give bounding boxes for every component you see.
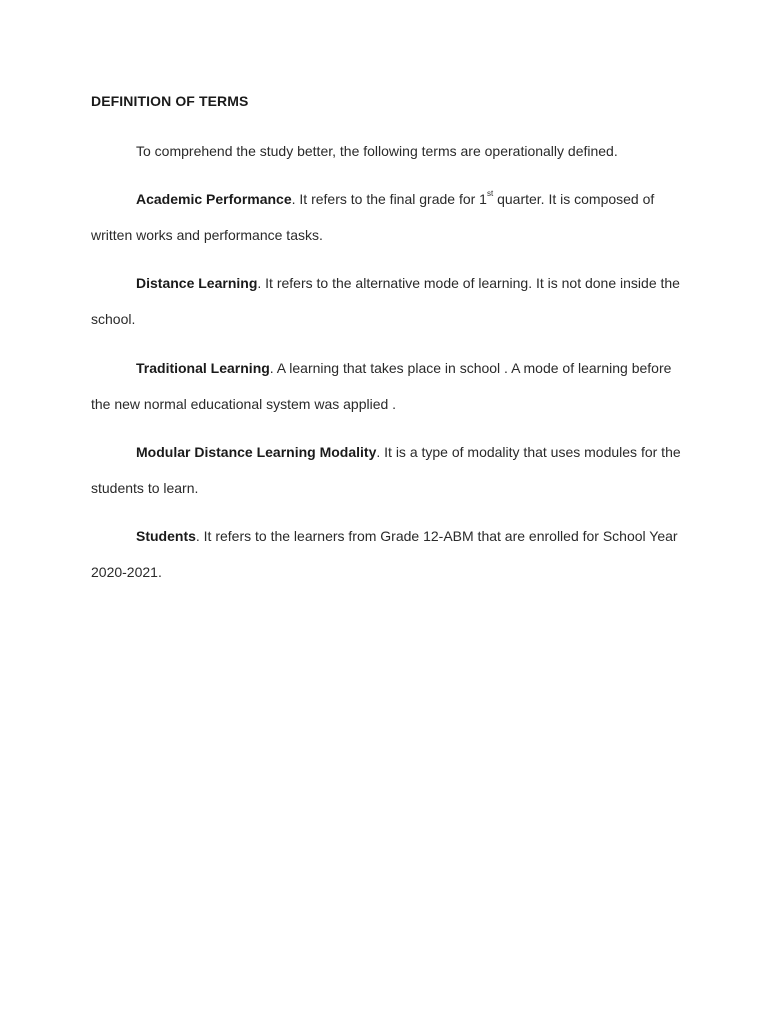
document-heading: DEFINITION OF TERMS [91,93,249,109]
definition-text: . It refers to the alternative mode of learning. It is not done inside the school. [91,275,680,327]
definition-text: quarter. It is composed of written works and performance tasks. [91,191,655,243]
term-label: Academic Performance [136,191,292,207]
term-label: Modular Distance Learning Modality [136,444,377,460]
definition-students [91,518,691,590]
definition-distance-learning [91,265,691,337]
term-label: Distance Learning [136,275,258,291]
definition-modular-distance-learning [91,434,691,506]
definition-academic-performance [91,181,691,253]
term-label: Students [136,528,196,544]
intro-text: To comprehend the study better, the following terms are operationally defined. [136,143,618,159]
definition-text: . It refers to the final grade for 1 [291,191,487,207]
definition-text: . A learning that takes place in school . A mode of learning before the new normal educational system was applied . [91,360,672,412]
intro-paragraph [91,133,691,169]
definition-traditional-learning [91,350,691,422]
term-label: Traditional Learning [136,360,270,376]
definition-text: . It refers to the learners from Grade 12-ABM that are enrolled for School Year 2020-2021. [91,528,678,580]
ordinal-superscript: st [486,189,494,199]
definition-text: . It is a type of modality that uses modules for the students to learn. [91,444,681,496]
